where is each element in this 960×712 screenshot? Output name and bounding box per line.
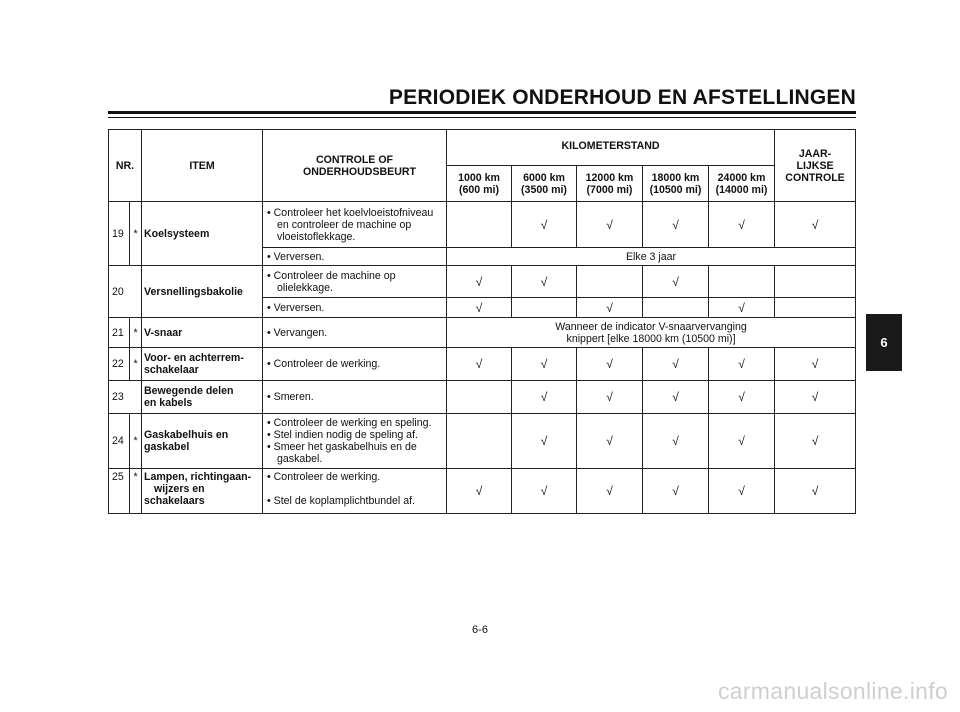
check-mark: √ — [775, 381, 856, 414]
check-mark: √ — [775, 414, 856, 469]
row-action: • Smeren. — [263, 381, 447, 414]
row-action: • Controleer de werking. • Stel de koplamplichtbundel af. — [263, 469, 447, 514]
row-action: • Controleer de werking en speling. • Stel indien nodig de speling af. • Smeer het gaskabelhuis en de gaskabel. — [263, 414, 447, 469]
check-mark: √ — [775, 348, 856, 381]
check-mark: √ — [775, 202, 856, 248]
header-km-5: 24000 km (14000 mi) — [709, 166, 775, 202]
row-star: * — [130, 348, 142, 381]
header-km-1: 1000 km (600 mi) — [447, 166, 512, 202]
table-row — [109, 469, 856, 514]
check-mark: √ — [512, 469, 577, 514]
check-mark: √ — [709, 202, 775, 248]
check-cell — [775, 298, 856, 318]
check-mark: √ — [512, 202, 577, 248]
title-rule-thick — [108, 111, 856, 114]
row-action: • Controleer het koelvloeistofniveau en controleer de machine op vloeistoflekkage. — [263, 202, 447, 248]
row-action: • Controleer de machine op olielekkage. — [263, 266, 447, 298]
check-cell — [775, 266, 856, 298]
check-mark: √ — [709, 414, 775, 469]
table-row — [109, 318, 856, 348]
row-number: 20 — [109, 266, 142, 318]
check-cell — [643, 298, 709, 318]
check-mark: √ — [643, 414, 709, 469]
row-number: 23 — [109, 381, 142, 414]
check-mark: √ — [643, 381, 709, 414]
row-number: 21 — [109, 318, 130, 348]
interval-note: Wanneer de indicator V-snaarvervanging knippert [elke 18000 km (10500 mi)] — [447, 318, 856, 348]
check-mark: √ — [577, 414, 643, 469]
row-item: Koelsysteem — [142, 202, 263, 266]
row-item: Lampen, richtingaan- wijzers en schakelaars — [142, 469, 263, 514]
row-star: * — [130, 469, 142, 514]
row-number: 25 — [109, 469, 130, 514]
row-star: * — [130, 318, 142, 348]
check-mark: √ — [577, 348, 643, 381]
header-kilometerstand: KILOMETERSTAND — [447, 130, 775, 166]
check-mark: √ — [643, 348, 709, 381]
check-cell — [709, 266, 775, 298]
table-row — [109, 414, 856, 469]
check-mark: √ — [512, 266, 577, 298]
check-mark: √ — [447, 469, 512, 514]
check-mark: √ — [709, 298, 775, 318]
header-km-2: 6000 km (3500 mi) — [512, 166, 577, 202]
check-mark: √ — [709, 381, 775, 414]
row-star: * — [130, 202, 142, 266]
row-item: Gaskabelhuis en gaskabel — [142, 414, 263, 469]
section-tab[interactable]: 6 — [866, 314, 902, 371]
check-mark: √ — [577, 381, 643, 414]
header-yearly: JAAR-LIJKSE CONTROLE — [775, 130, 856, 202]
row-number: 19 — [109, 202, 130, 266]
table-row — [109, 348, 856, 381]
header-check: CONTROLE OF ONDERHOUDSBEURT — [263, 130, 447, 202]
check-mark: √ — [577, 202, 643, 248]
table-row — [109, 266, 856, 298]
row-item: Voor- en achterrem- schakelaar — [142, 348, 263, 381]
row-item: Versnellingsbakolie — [142, 266, 263, 318]
check-mark: √ — [447, 348, 512, 381]
interval-note: Elke 3 jaar — [447, 248, 856, 266]
page-number: 6-6 — [472, 624, 488, 636]
check-mark: √ — [775, 469, 856, 514]
check-mark: √ — [447, 298, 512, 318]
row-action: • Verversen. — [263, 248, 447, 266]
row-number: 22 — [109, 348, 130, 381]
check-mark: √ — [643, 469, 709, 514]
page-title: PERIODIEK ONDERHOUD EN AFSTELLINGEN — [388, 86, 856, 109]
row-action: • Verversen. — [263, 298, 447, 318]
check-mark: √ — [447, 266, 512, 298]
header-item: ITEM — [142, 130, 263, 202]
title-rule-thin — [108, 117, 856, 118]
header-km-4: 18000 km (10500 mi) — [643, 166, 709, 202]
check-mark: √ — [709, 348, 775, 381]
watermark[interactable]: carmanualsonline.info — [717, 678, 948, 704]
maintenance-table — [108, 129, 856, 514]
check-mark: √ — [577, 469, 643, 514]
check-cell — [447, 414, 512, 469]
header-nr: NR. — [109, 130, 142, 202]
row-star: * — [130, 414, 142, 469]
row-item: Bewegende delen en kabels — [142, 381, 263, 414]
check-mark: √ — [643, 202, 709, 248]
check-cell — [512, 298, 577, 318]
table-row — [109, 381, 856, 414]
check-mark: √ — [512, 348, 577, 381]
check-mark: √ — [709, 469, 775, 514]
header-km-3: 12000 km (7000 mi) — [577, 166, 643, 202]
check-cell — [577, 266, 643, 298]
row-action: • Controleer de werking. — [263, 348, 447, 381]
row-action: • Vervangen. — [263, 318, 447, 348]
check-mark: √ — [512, 414, 577, 469]
check-cell — [447, 202, 512, 248]
check-cell — [447, 381, 512, 414]
table-row — [109, 202, 856, 248]
row-number: 24 — [109, 414, 130, 469]
check-mark: √ — [643, 266, 709, 298]
check-mark: √ — [512, 381, 577, 414]
check-mark: √ — [577, 298, 643, 318]
row-item: V-snaar — [142, 318, 263, 348]
